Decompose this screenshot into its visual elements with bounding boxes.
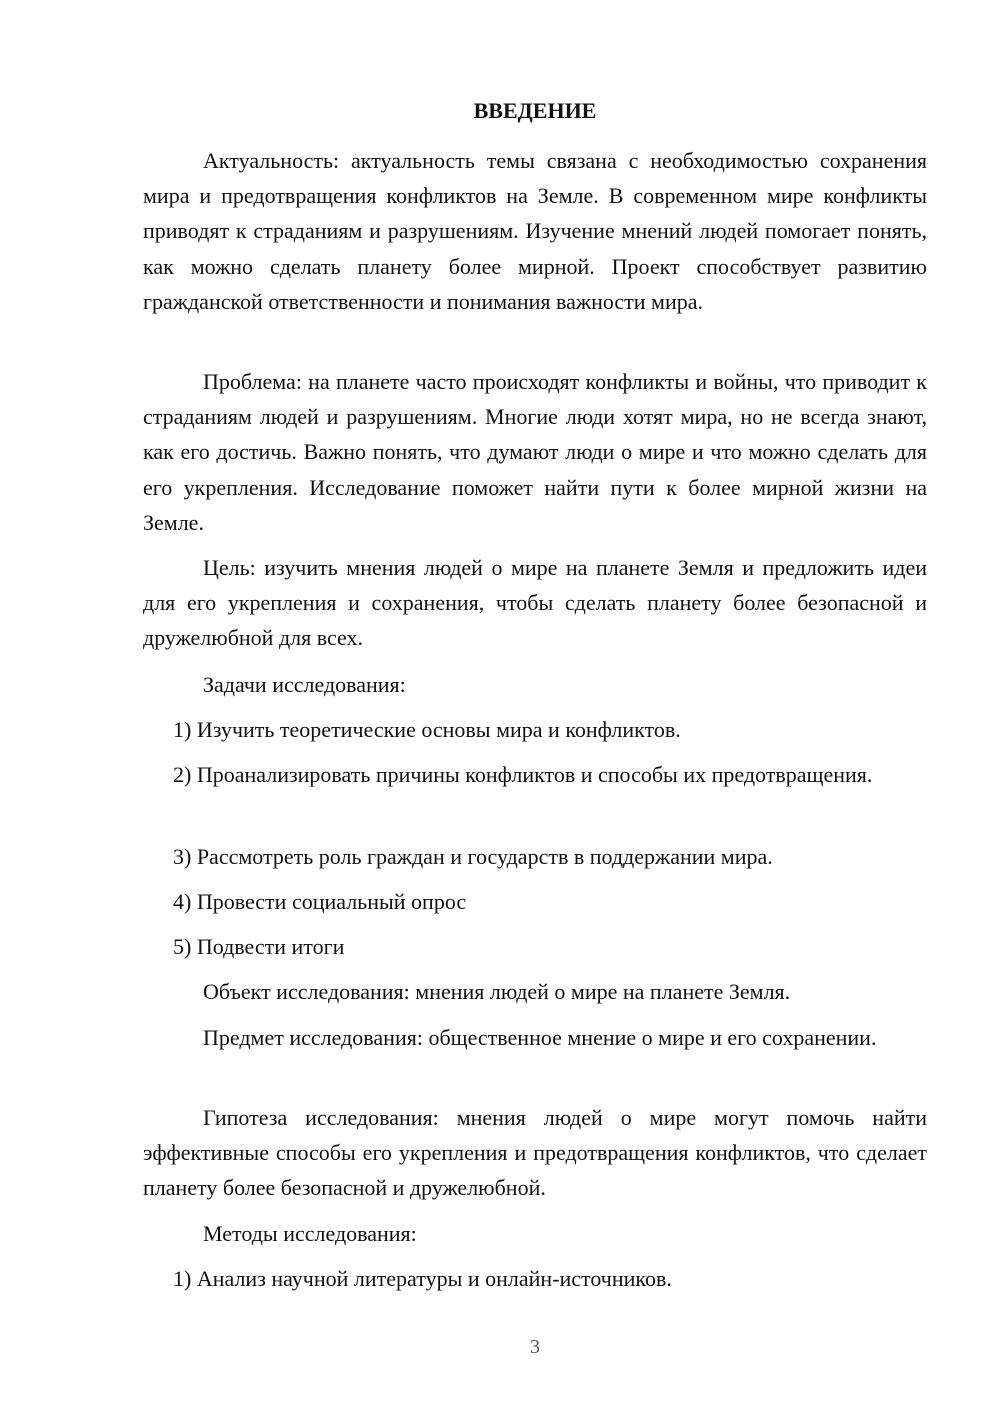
page-number: 3 (530, 1336, 540, 1358)
hypothesis-paragraph: Гипотеза исследования: мнения людей о мире могут помочь найти эффективные способы его укрепления и предотвращения конфликтов, что сделает планету более безопасной и дружелюбной. (143, 1105, 927, 1201)
task-item-1: 1) Изучить теоретические основы мира и конфликтов. (173, 717, 681, 742)
task-item-3: 3) Рассмотреть роль граждан и государств в поддержании мира. (173, 844, 773, 869)
relevance-paragraph: Актуальность: актуальность темы связана с необходимостью сохранения мира и предотвращения конфликтов на Земле. В современном мире конфликты приводят к страданиям и разрушениям. Изучение мнений людей помогает понять, как можно сделать планету более мирной. Проект способствует развитию гражданской ответственности и понимания важности мира. (143, 148, 927, 314)
task-item-2: 2) Проанализировать причины конфликтов и способы их предотвращения. (173, 762, 873, 787)
goal-paragraph: Цель: изучить мнения людей о мире на планете Земля и предложить идеи для его укрепления и сохранения, чтобы сделать планету более безопасной и дружелюбной для всех. (143, 555, 927, 651)
object-paragraph: Объект исследования: мнения людей о мире на планете Земля. (203, 979, 791, 1004)
method-item-1: 1) Анализ научной литературы и онлайн-источников. (173, 1266, 672, 1291)
task-item-4: 4) Провести социальный опрос (173, 889, 467, 914)
task-item-5: 5) Подвести итоги (173, 934, 345, 959)
subject-paragraph: Предмет исследования: общественное мнение о мире и его сохранении. (203, 1025, 877, 1050)
page-title: ВВЕДЕНИЕ (473, 98, 597, 123)
tasks-heading: Задачи исследования: (203, 672, 406, 697)
problem-paragraph: Проблема: на планете часто происходят конфликты и войны, что приводит к страданиям людей и разрушениям. Многие люди хотят мира, но не всегда знают, как его достичь. Важно понять, что думают люди о мире и что можно сделать для его укрепления. Исследование поможет найти пути к более мирной жизни на Земле. (143, 369, 927, 535)
methods-heading: Методы исследования: (203, 1221, 417, 1246)
